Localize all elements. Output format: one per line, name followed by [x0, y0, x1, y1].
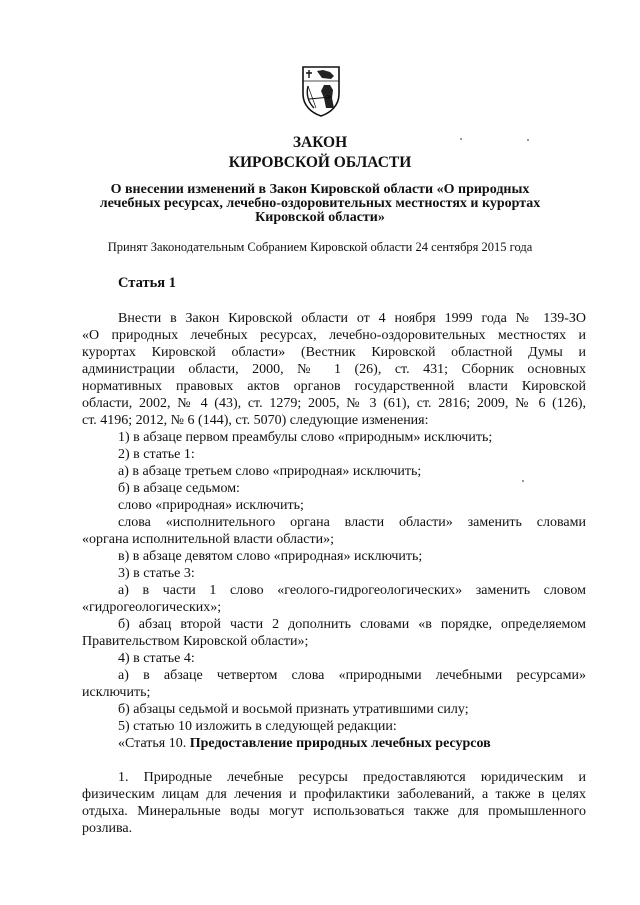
- paragraph-line: области, 2002, № 4 (43), ст. 1279; 2005, № 3 (61), ст. 2816; 2009, № 6 (126),: [82, 396, 586, 411]
- paragraph-line: а) в абзаце четвертом слова «природными лечебными ресурсами»: [118, 668, 586, 683]
- paragraph-line: б) в абзаце седьмом:: [118, 481, 240, 496]
- paragraph-line: 1) в абзаце первом преамбулы слово «природным» исключить;: [118, 430, 493, 445]
- scan-speck: [527, 139, 529, 141]
- law-subtitle-line: О внесении изменений в Закон Кировской области «О природных: [110, 182, 530, 197]
- paragraph-line: ст. 4196; 2012, № 6 (144), ст. 5070) следующие изменения:: [82, 413, 429, 428]
- scan-speck: [522, 480, 524, 482]
- adoption-note: Принят Законодательным Собранием Кировской области 24 сентября 2015 года: [107, 240, 533, 254]
- scan-speck: [460, 138, 462, 140]
- paragraph-line: 3) в статье 3:: [118, 566, 195, 581]
- paragraph-line: нормативных правовых актов органов государственной власти Кировской: [82, 379, 586, 394]
- article-heading: Статья 1: [118, 275, 176, 291]
- section-line: отдыха. Минеральные воды могут использоваться также для промышленного: [82, 804, 586, 819]
- paragraph-line: Внести в Закон Кировской области от 4 ноября 1999 года № 139-ЗО: [118, 311, 586, 326]
- new-article-title: Предоставление природных лечебных ресурсов: [189, 736, 491, 751]
- paragraph-line: «органа исполнительной власти области»;: [82, 532, 334, 547]
- paragraph-line: 4) в статье 4:: [118, 651, 195, 666]
- paragraph-line: в) в абзаце девятом слово «природная» исключить;: [118, 549, 423, 564]
- paragraph-line: б) абзац второй части 2 дополнить словами «в порядке, определяемом: [118, 617, 586, 632]
- law-title: ЗАКОН: [292, 134, 348, 151]
- new-article-heading: [82, 735, 586, 752]
- paragraph-line: «О природных лечебных ресурсах, лечебно-оздоровительных местностях и: [82, 328, 586, 343]
- paragraph-line: б) абзацы седьмой и восьмой признать утратившими силу;: [118, 702, 469, 717]
- paragraph-line: курортах Кировской области» (Вестник Кировской областной Думы и: [82, 345, 586, 360]
- paragraph-line: а) в части 1 слово «геолого-гидрогеологических» заменить словом: [118, 583, 586, 598]
- paragraph-line: исключить;: [82, 685, 151, 700]
- coat-of-arms-icon: [300, 64, 342, 118]
- law-subtitle-line: Кировской области»: [255, 210, 385, 225]
- paragraph-line: Правительством Кировской области»;: [82, 634, 309, 649]
- section-line: розлива.: [82, 821, 133, 836]
- region-title: КИРОВСКОЙ ОБЛАСТИ: [228, 154, 412, 171]
- section-line: 1. Природные лечебные ресурсы предоставляются юридическим и: [118, 770, 586, 785]
- paragraph-line: 5) статью 10 изложить в следующей редакции:: [118, 719, 397, 734]
- paragraph-line: 2) в статье 1:: [118, 447, 195, 462]
- new-article-prefix: «Статья 10.: [118, 736, 190, 751]
- paragraph-line: а) в абзаце третьем слово «природная» исключить;: [118, 464, 422, 479]
- paragraph-line: администрации области, 2000, № 1 (26), ст. 431; Сборник основных: [82, 362, 586, 377]
- paragraph-line: «гидрогеологических»;: [82, 600, 222, 615]
- paragraph-line: слово «природная» исключить;: [118, 498, 304, 513]
- law-subtitle-line: лечебных ресурсах, лечебно-оздоровительных местностях и курортах: [99, 196, 541, 211]
- paragraph-line: слова «исполнительного органа власти области» заменить словами: [118, 515, 586, 530]
- section-line: физическим лицам для лечения и профилактики заболеваний, а также в целях: [82, 787, 586, 802]
